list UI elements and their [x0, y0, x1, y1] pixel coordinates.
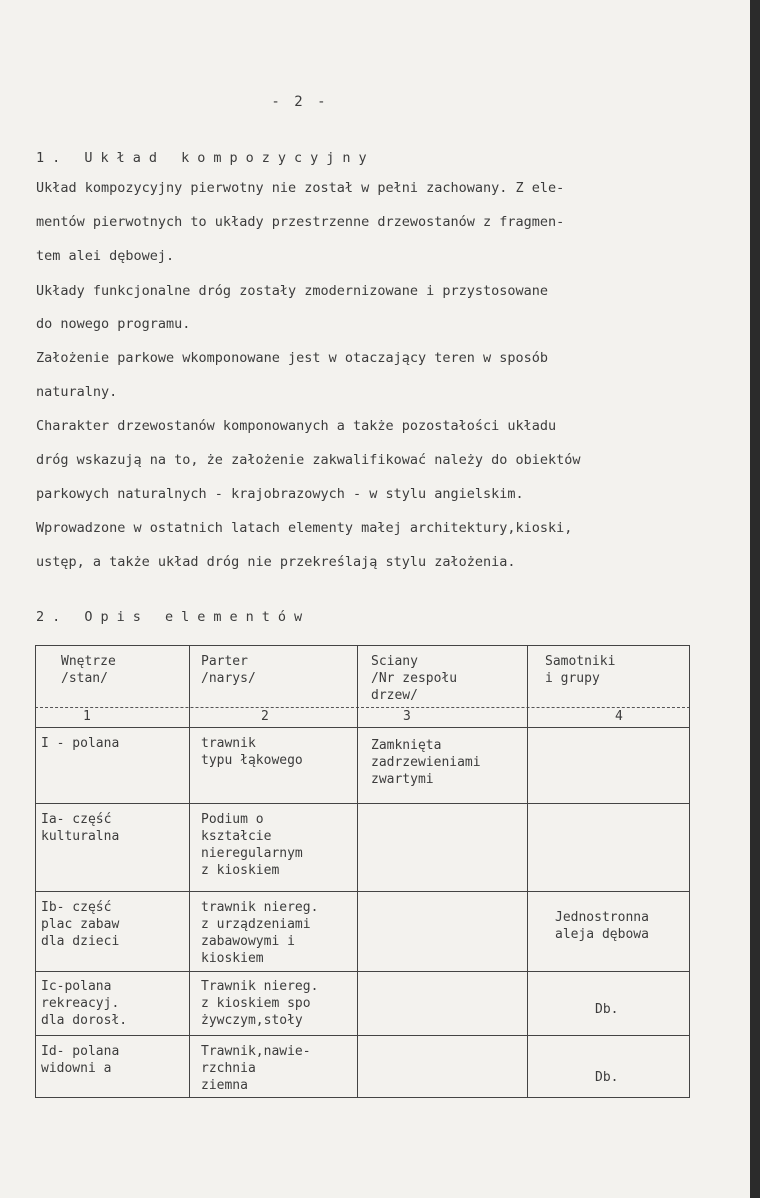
table-cell: Trawnik niereg. z kioskiem spo żywczym,stoły	[201, 979, 319, 1028]
table-cell: trawnik niereg. z urządzeniami zabawowymi i kioskiem	[201, 900, 319, 966]
table-cell: Jednostronna aleja dębowa	[555, 910, 649, 942]
column-header: Wnętrze /stan/	[61, 654, 116, 686]
column-header: Sciany /Nr zespołu drzew/	[371, 654, 458, 703]
table-cell: Trawnik,nawie- rzchnia ziemna	[201, 1044, 311, 1093]
body-line: mentów pierwotnych to układy przestrzenne drzewostanów z fragmen-	[36, 214, 565, 230]
body-line: Wprowadzone w ostatnich latach elementy małej architektury,kioski,	[36, 520, 573, 536]
column-number: 2	[261, 709, 269, 724]
section-1-heading: 1. Układ kompozycyjny	[36, 150, 375, 166]
body-line: dróg wskazują na to, że założenie zakwalifikować należy do obiektów	[36, 452, 581, 468]
column-border	[35, 645, 36, 1098]
column-header: Parter /narys/	[201, 654, 256, 686]
body-line: naturalny.	[36, 384, 118, 400]
column-border	[357, 645, 358, 1098]
row-separator	[35, 891, 690, 892]
section-2-heading: 2. Opis elementów	[36, 609, 311, 625]
table-cell: Db.	[595, 1070, 619, 1085]
table-cell: Zamknięta zadrzewieniami zwartymi	[371, 738, 481, 787]
column-border	[189, 645, 190, 1098]
body-line: Układy funkcjonalne dróg zostały zmodernizowane i przystosowane	[36, 283, 549, 299]
table-cell: Ib- część plac zabaw dla dzieci	[41, 900, 120, 949]
row-separator	[35, 727, 690, 728]
header-separator	[35, 707, 690, 708]
body-line: ustęp, a także układ dróg nie przekreślają stylu założenia.	[36, 554, 516, 570]
column-border	[527, 645, 528, 1098]
body-line: do nowego programu.	[36, 316, 191, 332]
column-border	[689, 645, 690, 1098]
column-number: 1	[83, 709, 91, 724]
row-separator	[35, 803, 690, 804]
body-line: tem alei dębowej.	[36, 248, 175, 264]
table-cell: trawnik typu łąkowego	[201, 736, 303, 768]
scan-edge	[750, 0, 760, 1198]
column-number: 4	[615, 709, 623, 724]
table-cell: Id- polana widowni a	[41, 1044, 120, 1076]
row-separator	[35, 1035, 690, 1036]
column-header: Samotniki i grupy	[545, 654, 616, 686]
body-line: Charakter drzewostanów komponowanych a także pozostałości układu	[36, 418, 557, 434]
table-cell: Ia- część kulturalna	[41, 812, 120, 844]
table-cell: Db.	[595, 1002, 619, 1017]
table-cell: Ic-polana rekreacyj. dla dorosł.	[41, 979, 128, 1028]
table-border-bottom	[35, 1097, 690, 1098]
page-number: - 2 -	[271, 94, 329, 110]
column-number: 3	[403, 709, 411, 724]
table-border-top	[35, 645, 690, 646]
body-line: parkowych naturalnych - krajobrazowych - w stylu angielskim.	[36, 486, 524, 502]
body-line: Założenie parkowe wkomponowane jest w otaczający teren w sposób	[36, 350, 549, 366]
row-separator	[35, 971, 690, 972]
table-cell: I - polana	[41, 736, 120, 751]
table-cell: Podium o kształcie nieregularnym z kioskiem	[201, 812, 303, 878]
body-line: Układ kompozycyjny pierwotny nie został w pełni zachowany. Z ele-	[36, 180, 565, 196]
elements-table	[35, 645, 690, 1098]
